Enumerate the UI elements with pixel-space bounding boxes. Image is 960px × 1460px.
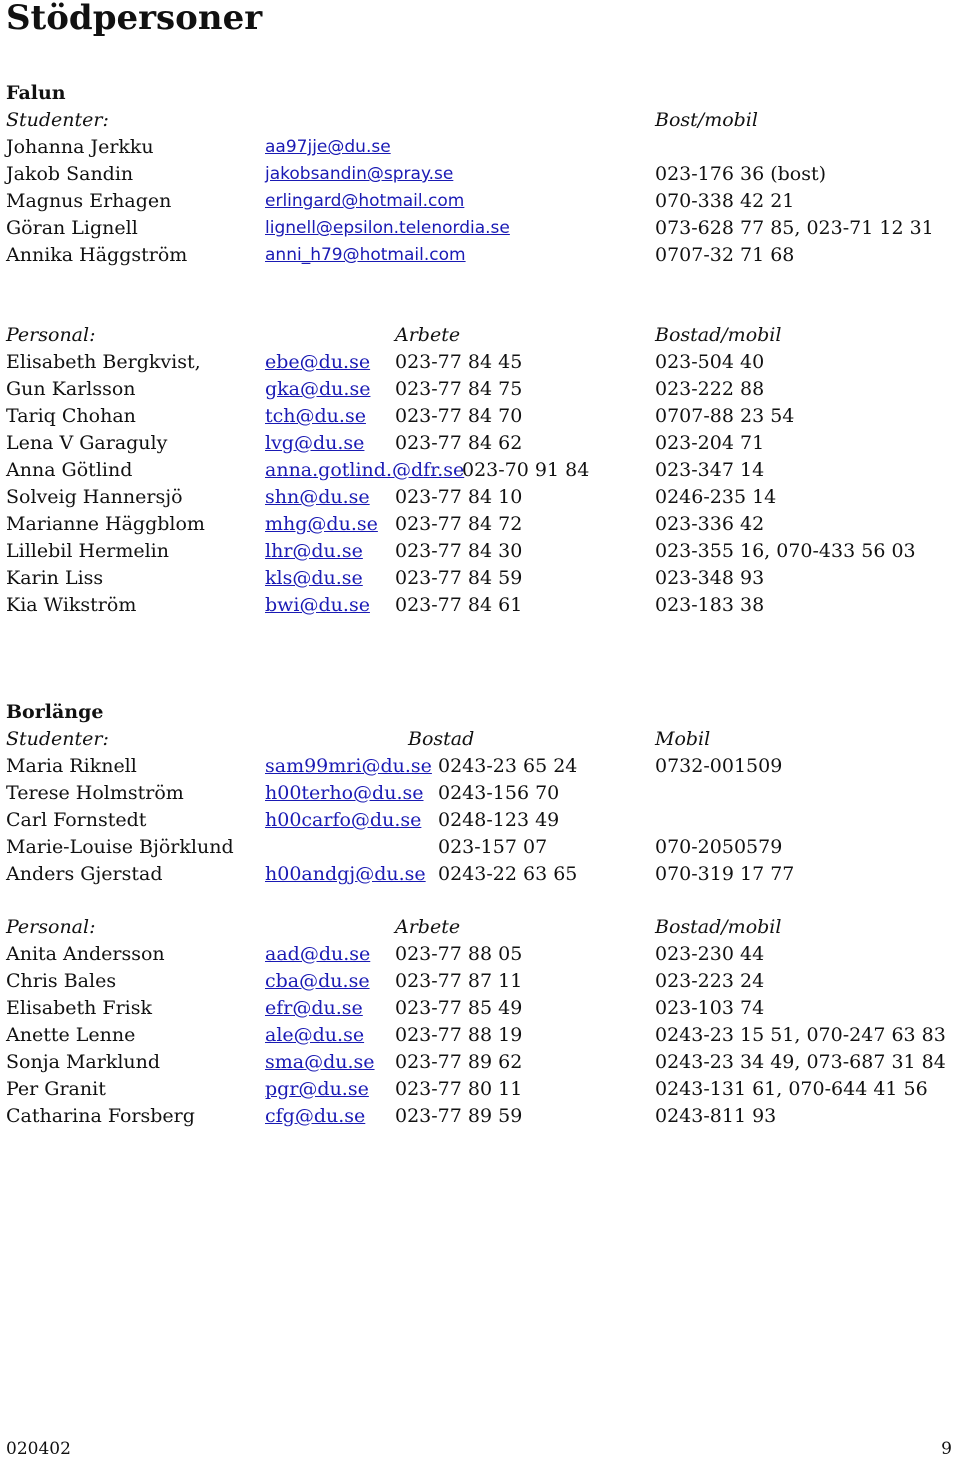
- email-link[interactable]: cba@du.se: [265, 970, 370, 992]
- header-label: Studenter:: [6, 728, 109, 750]
- falun-staff-header: [0, 322, 960, 349]
- home-phone: 0243-23 15 51, 070-247 63 83: [655, 1024, 946, 1046]
- work-phone: 023-77 85 49: [395, 997, 523, 1019]
- home-phone: 0243-156 70: [438, 782, 560, 804]
- table-row: [0, 134, 960, 161]
- work-phone: 023-77 80 11: [395, 1078, 523, 1100]
- page-title: Stödpersoner: [6, 0, 263, 38]
- table-row: [0, 861, 960, 888]
- work-phone: 023-77 84 45: [395, 351, 523, 373]
- home-phone: 023-347 14: [655, 459, 765, 481]
- staff-name: Tariq Chohan: [6, 405, 136, 427]
- table-row: [0, 349, 960, 376]
- home-phone: 0243-23 34 49, 073-687 31 84: [655, 1051, 946, 1073]
- staff-name: Kia Wikström: [6, 594, 137, 616]
- table-row: [0, 807, 960, 834]
- table-row: [0, 1049, 960, 1076]
- mobile-phone: 070-2050579: [655, 836, 783, 858]
- email-link[interactable]: kls@du.se: [265, 567, 363, 589]
- student-name: Marie-Louise Björklund: [6, 836, 234, 858]
- email-link[interactable]: lvg@du.se: [265, 432, 365, 454]
- work-phone: 023-77 89 62: [395, 1051, 523, 1073]
- home-phone: 0248-123 49: [438, 809, 560, 831]
- home-phone: 0243-131 61, 070-644 41 56: [655, 1078, 928, 1100]
- email-link[interactable]: bwi@du.se: [265, 594, 370, 616]
- home-phone: 0243-22 63 65: [438, 863, 578, 885]
- work-phone: 023-77 84 10: [395, 486, 523, 508]
- table-row: [0, 242, 960, 269]
- table-row: [0, 188, 960, 215]
- home-phone: 0246-235 14: [655, 486, 777, 508]
- email-link[interactable]: ale@du.se: [265, 1024, 365, 1046]
- email-link[interactable]: jakobsandin@spray.se: [265, 164, 454, 184]
- staff-name: Lena V Garaguly: [6, 432, 168, 454]
- staff-name: Lillebil Hermelin: [6, 540, 169, 562]
- home-phone: 023-223 24: [655, 970, 765, 992]
- table-row: [0, 484, 960, 511]
- home-phone: 023-348 93: [655, 567, 765, 589]
- table-row: [0, 968, 960, 995]
- student-name: Maria Riknell: [6, 755, 137, 777]
- email-link[interactable]: sam99mri@du.se: [265, 755, 432, 777]
- table-row: [0, 1103, 960, 1130]
- phone: 0707-32 71 68: [655, 244, 795, 266]
- section-title-falun: Falun: [6, 82, 66, 104]
- borlange-students-header: [0, 726, 960, 753]
- staff-name: Anette Lenne: [6, 1024, 136, 1046]
- email-link[interactable]: lignell@epsilon.telenordia.se: [265, 218, 510, 238]
- header-label: Personal:: [6, 324, 96, 346]
- table-row: [0, 403, 960, 430]
- email-link[interactable]: efr@du.se: [265, 997, 363, 1019]
- student-name: Johanna Jerkku: [6, 136, 154, 158]
- table-row: [0, 511, 960, 538]
- email-link[interactable]: h00andgj@du.se: [265, 863, 426, 885]
- staff-name: Anita Andersson: [6, 943, 165, 965]
- work-phone: 023-70 91 84: [462, 459, 590, 481]
- staff-name: Anna Götlind: [6, 459, 133, 481]
- work-phone: 023-77 88 19: [395, 1024, 523, 1046]
- work-phone: 023-77 84 30: [395, 540, 523, 562]
- staff-name: Sonja Marklund: [6, 1051, 161, 1073]
- staff-name: Chris Bales: [6, 970, 117, 992]
- staff-name: Marianne Häggblom: [6, 513, 205, 535]
- phone: 070-338 42 21: [655, 190, 795, 212]
- staff-name: Solveig Hannersjö: [6, 486, 183, 508]
- email-link[interactable]: erlingard@hotmail.com: [265, 191, 465, 211]
- header-label: Studenter:: [6, 109, 109, 131]
- email-link[interactable]: aad@du.se: [265, 943, 371, 965]
- home-phone: 023-504 40: [655, 351, 765, 373]
- email-link[interactable]: anni_h79@hotmail.com: [265, 245, 466, 265]
- header-home: Bostad/mobil: [655, 916, 782, 938]
- work-phone: 023-77 84 61: [395, 594, 523, 616]
- header-phone: Bost/mobil: [655, 109, 758, 131]
- table-row: [0, 995, 960, 1022]
- header-work: Arbete: [395, 916, 461, 938]
- home-phone: 0243-811 93: [655, 1105, 777, 1127]
- work-phone: 023-77 84 72: [395, 513, 523, 535]
- email-link[interactable]: ebe@du.se: [265, 351, 371, 373]
- header-home: Bostad: [408, 728, 475, 750]
- email-link[interactable]: anna.gotlind.@dfr.se: [265, 459, 465, 481]
- email-link[interactable]: h00terho@du.se: [265, 782, 424, 804]
- student-name: Terese Holmström: [6, 782, 184, 804]
- page-number: 9: [941, 1439, 952, 1459]
- work-phone: 023-77 87 11: [395, 970, 523, 992]
- section-title-borlange: Borlänge: [6, 701, 104, 723]
- email-link[interactable]: shn@du.se: [265, 486, 370, 508]
- staff-name: Per Granit: [6, 1078, 106, 1100]
- table-row: [0, 834, 960, 861]
- phone: 073-628 77 85, 023-71 12 31: [655, 217, 934, 239]
- email-link[interactable]: sma@du.se: [265, 1051, 375, 1073]
- header-work: Arbete: [395, 324, 461, 346]
- staff-name: Gun Karlsson: [6, 378, 136, 400]
- student-name: Annika Häggström: [6, 244, 188, 266]
- home-phone: 023-230 44: [655, 943, 765, 965]
- work-phone: 023-77 84 59: [395, 567, 523, 589]
- table-row: [0, 161, 960, 188]
- home-phone: 023-204 71: [655, 432, 765, 454]
- work-phone: 023-77 84 70: [395, 405, 523, 427]
- table-row: [0, 538, 960, 565]
- email-link[interactable]: h00carfo@du.se: [265, 809, 422, 831]
- student-name: Jakob Sandin: [6, 163, 134, 185]
- falun-students-header: [0, 107, 960, 134]
- home-phone: 023-103 74: [655, 997, 765, 1019]
- header-home: Bostad/mobil: [655, 324, 782, 346]
- table-row: [0, 215, 960, 242]
- work-phone: 023-77 88 05: [395, 943, 523, 965]
- home-phone: 0707-88 23 54: [655, 405, 795, 427]
- table-row: [0, 1022, 960, 1049]
- email-link[interactable]: pgr@du.se: [265, 1078, 369, 1100]
- email-link[interactable]: lhr@du.se: [265, 540, 363, 562]
- student-name: Anders Gjerstad: [6, 863, 163, 885]
- home-phone: 023-222 88: [655, 378, 765, 400]
- staff-name: Elisabeth Bergkvist,: [6, 351, 201, 373]
- phone: 023-176 36 (bost): [655, 163, 827, 185]
- home-phone: 023-355 16, 070-433 56 03: [655, 540, 916, 562]
- home-phone: 023-336 42: [655, 513, 765, 535]
- header-mobile: Mobil: [655, 728, 711, 750]
- work-phone: 023-77 84 62: [395, 432, 523, 454]
- table-row: [0, 753, 960, 780]
- footer-code: 020402: [6, 1439, 71, 1459]
- table-row: [0, 565, 960, 592]
- staff-name: Karin Liss: [6, 567, 104, 589]
- borlange-staff-header: [0, 914, 960, 941]
- table-row: [0, 430, 960, 457]
- header-label: Personal:: [6, 916, 96, 938]
- table-row: [0, 376, 960, 403]
- table-row: [0, 592, 960, 619]
- home-phone: 023-157 07: [438, 836, 548, 858]
- email-link[interactable]: cfg@du.se: [265, 1105, 366, 1127]
- student-name: Carl Fornstedt: [6, 809, 147, 831]
- table-row: [0, 941, 960, 968]
- work-phone: 023-77 89 59: [395, 1105, 523, 1127]
- home-phone: 0243-23 65 24: [438, 755, 578, 777]
- staff-name: Elisabeth Frisk: [6, 997, 153, 1019]
- email-link[interactable]: aa97jje@du.se: [265, 137, 391, 157]
- email-link[interactable]: tch@du.se: [265, 405, 366, 427]
- staff-name: Catharina Forsberg: [6, 1105, 195, 1127]
- table-row: [0, 457, 960, 484]
- mobile-phone: 070-319 17 77: [655, 863, 795, 885]
- student-name: Magnus Erhagen: [6, 190, 172, 212]
- mobile-phone: 0732-001509: [655, 755, 783, 777]
- work-phone: 023-77 84 75: [395, 378, 523, 400]
- email-link[interactable]: mhg@du.se: [265, 513, 378, 535]
- home-phone: 023-183 38: [655, 594, 765, 616]
- table-row: [0, 780, 960, 807]
- table-row: [0, 1076, 960, 1103]
- email-link[interactable]: gka@du.se: [265, 378, 371, 400]
- student-name: Göran Lignell: [6, 217, 138, 239]
